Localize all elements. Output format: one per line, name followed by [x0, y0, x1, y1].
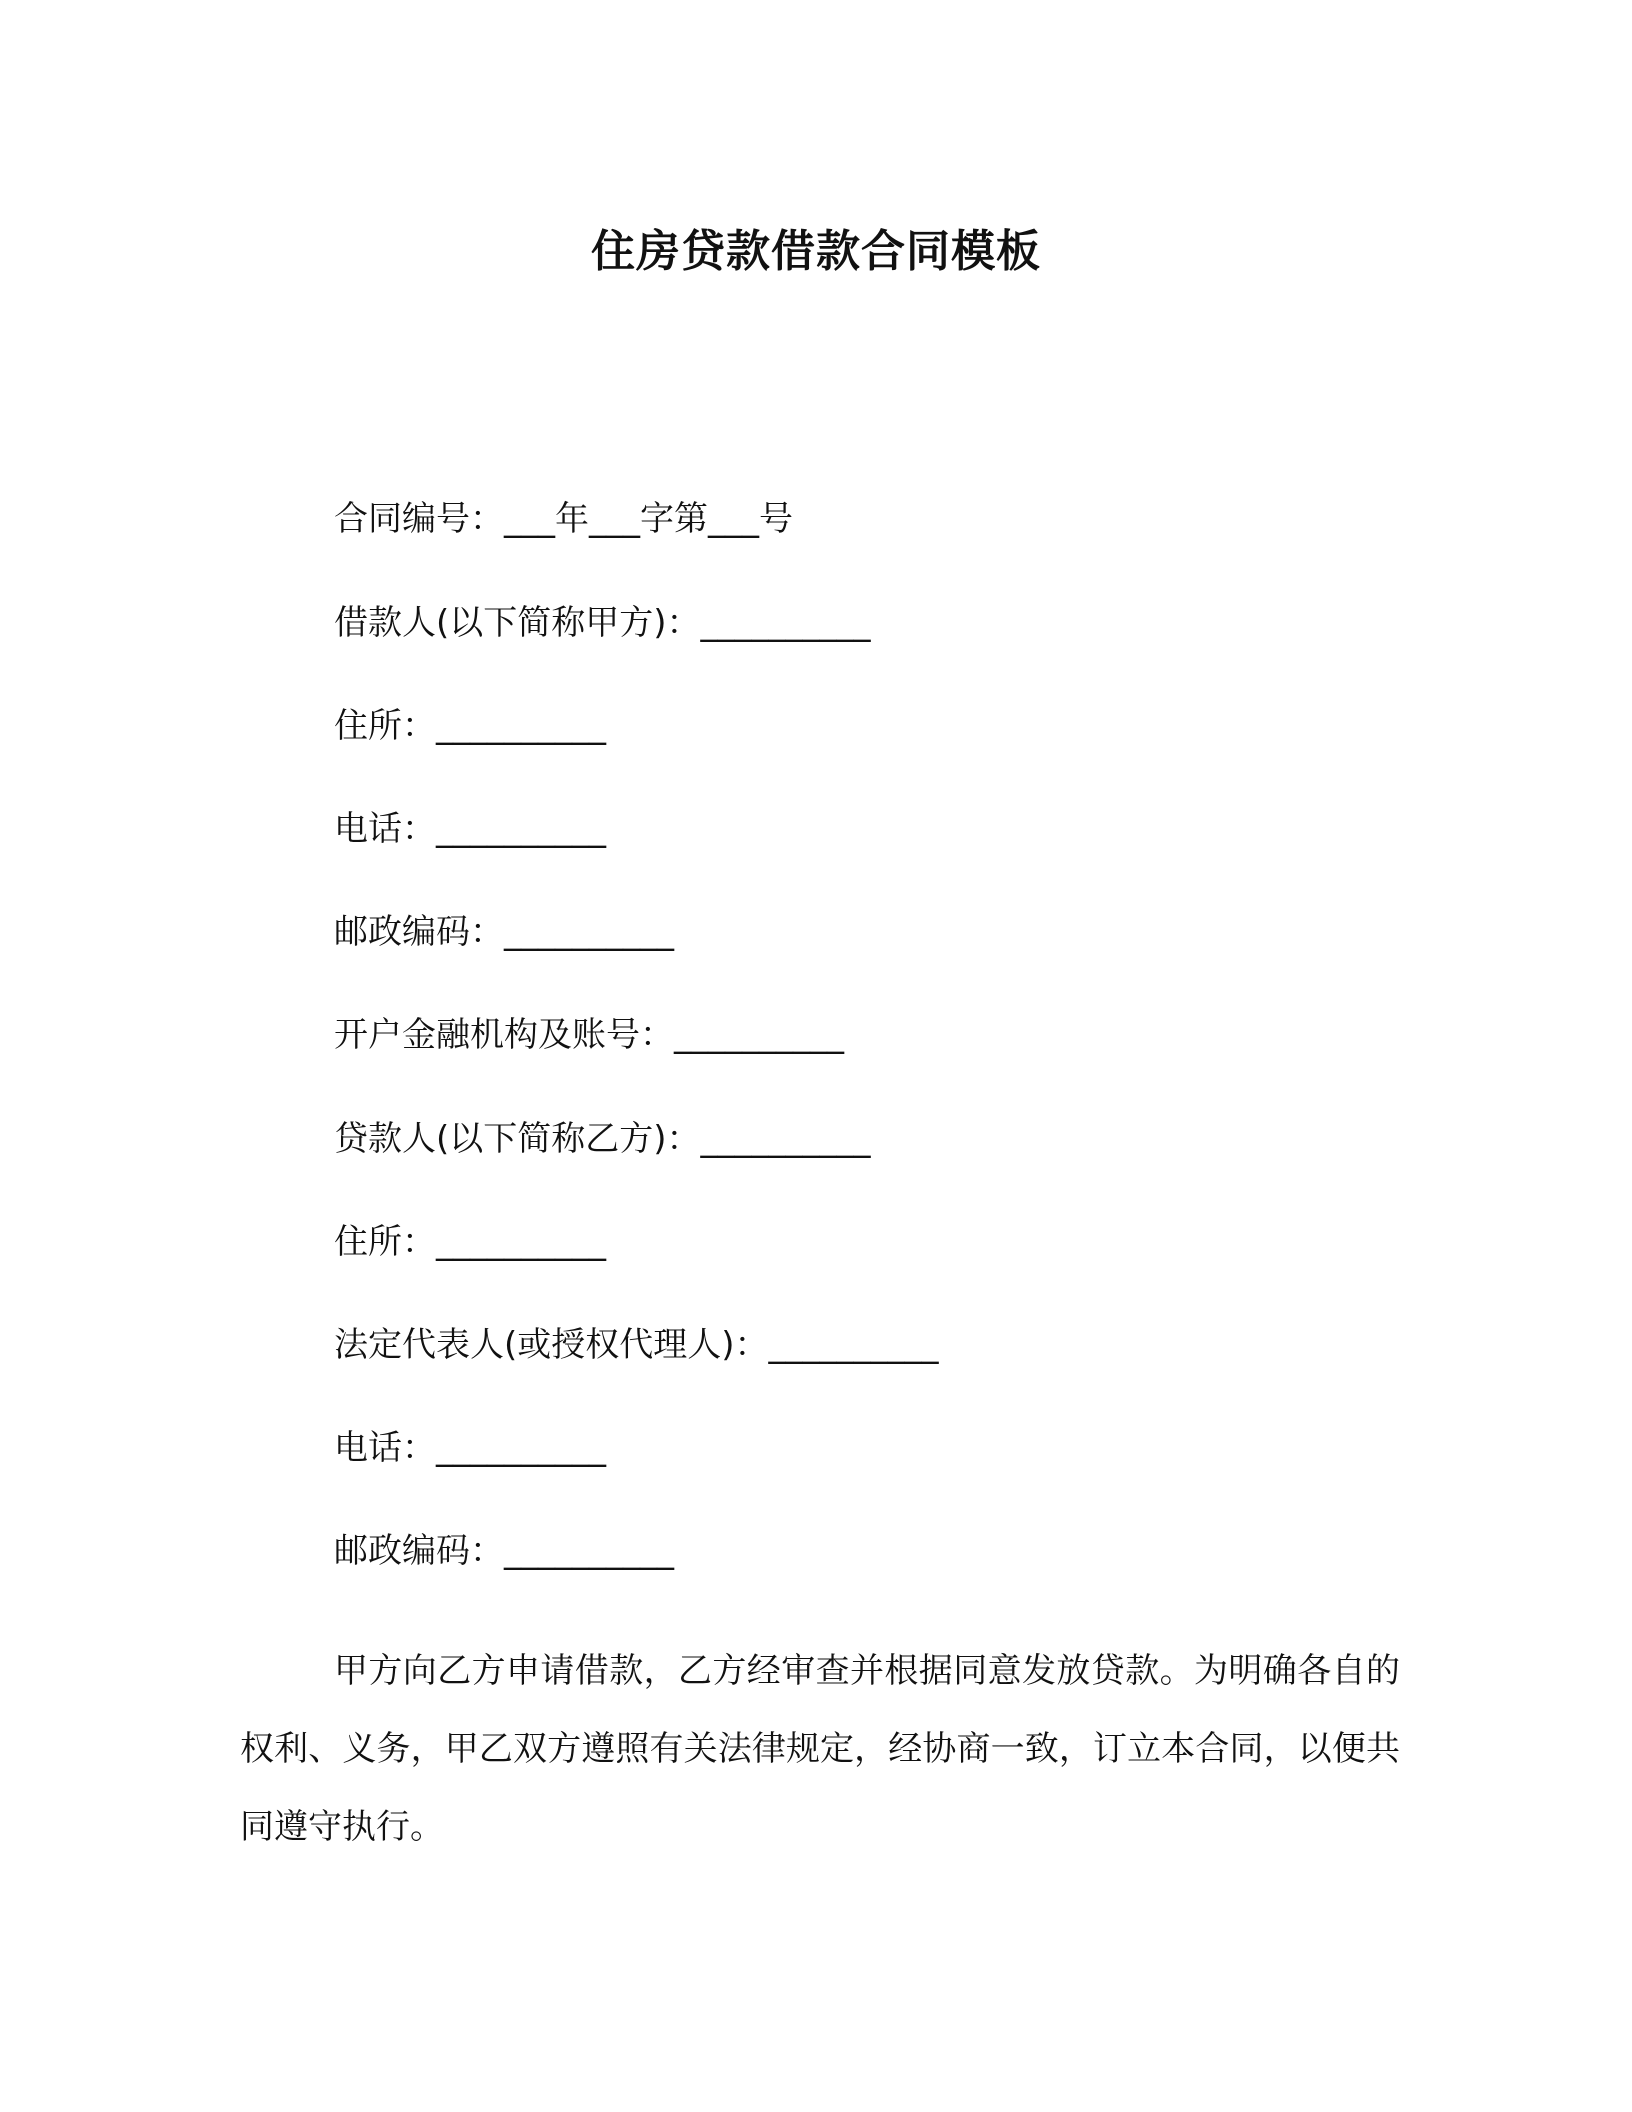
lender-field: 贷款人(以下简称乙方)：__________ — [334, 1119, 871, 1159]
contract-number-field: 合同编号：___年___字第___号 — [334, 499, 793, 539]
borrower-field: 借款人(以下简称甲方)：__________ — [334, 603, 871, 643]
borrower-address-field: 住所：__________ — [334, 706, 606, 746]
document-title: 住房贷款借款合同模板 — [591, 226, 1041, 277]
lender-postcode-field: 邮政编码：__________ — [334, 1531, 674, 1571]
borrower-phone-field: 电话：__________ — [334, 809, 606, 849]
lender-phone-field: 电话：__________ — [334, 1428, 606, 1468]
bank-account-field: 开户金融机构及账号：__________ — [334, 1015, 844, 1055]
lender-address-field: 住所：__________ — [334, 1222, 606, 1262]
borrower-postcode-field: 邮政编码：__________ — [334, 912, 674, 952]
contract-preamble-paragraph: 甲方向乙方申请借款，乙方经审查并根据同意发放贷款。为明确各自的权利、义务，甲乙双方遵照有关法律规定，经协商一致，订立本合同，以便共同遵守执行。 — [240, 1651, 1400, 1847]
legal-representative-field: 法定代表人(或授权代理人)：__________ — [334, 1325, 939, 1365]
